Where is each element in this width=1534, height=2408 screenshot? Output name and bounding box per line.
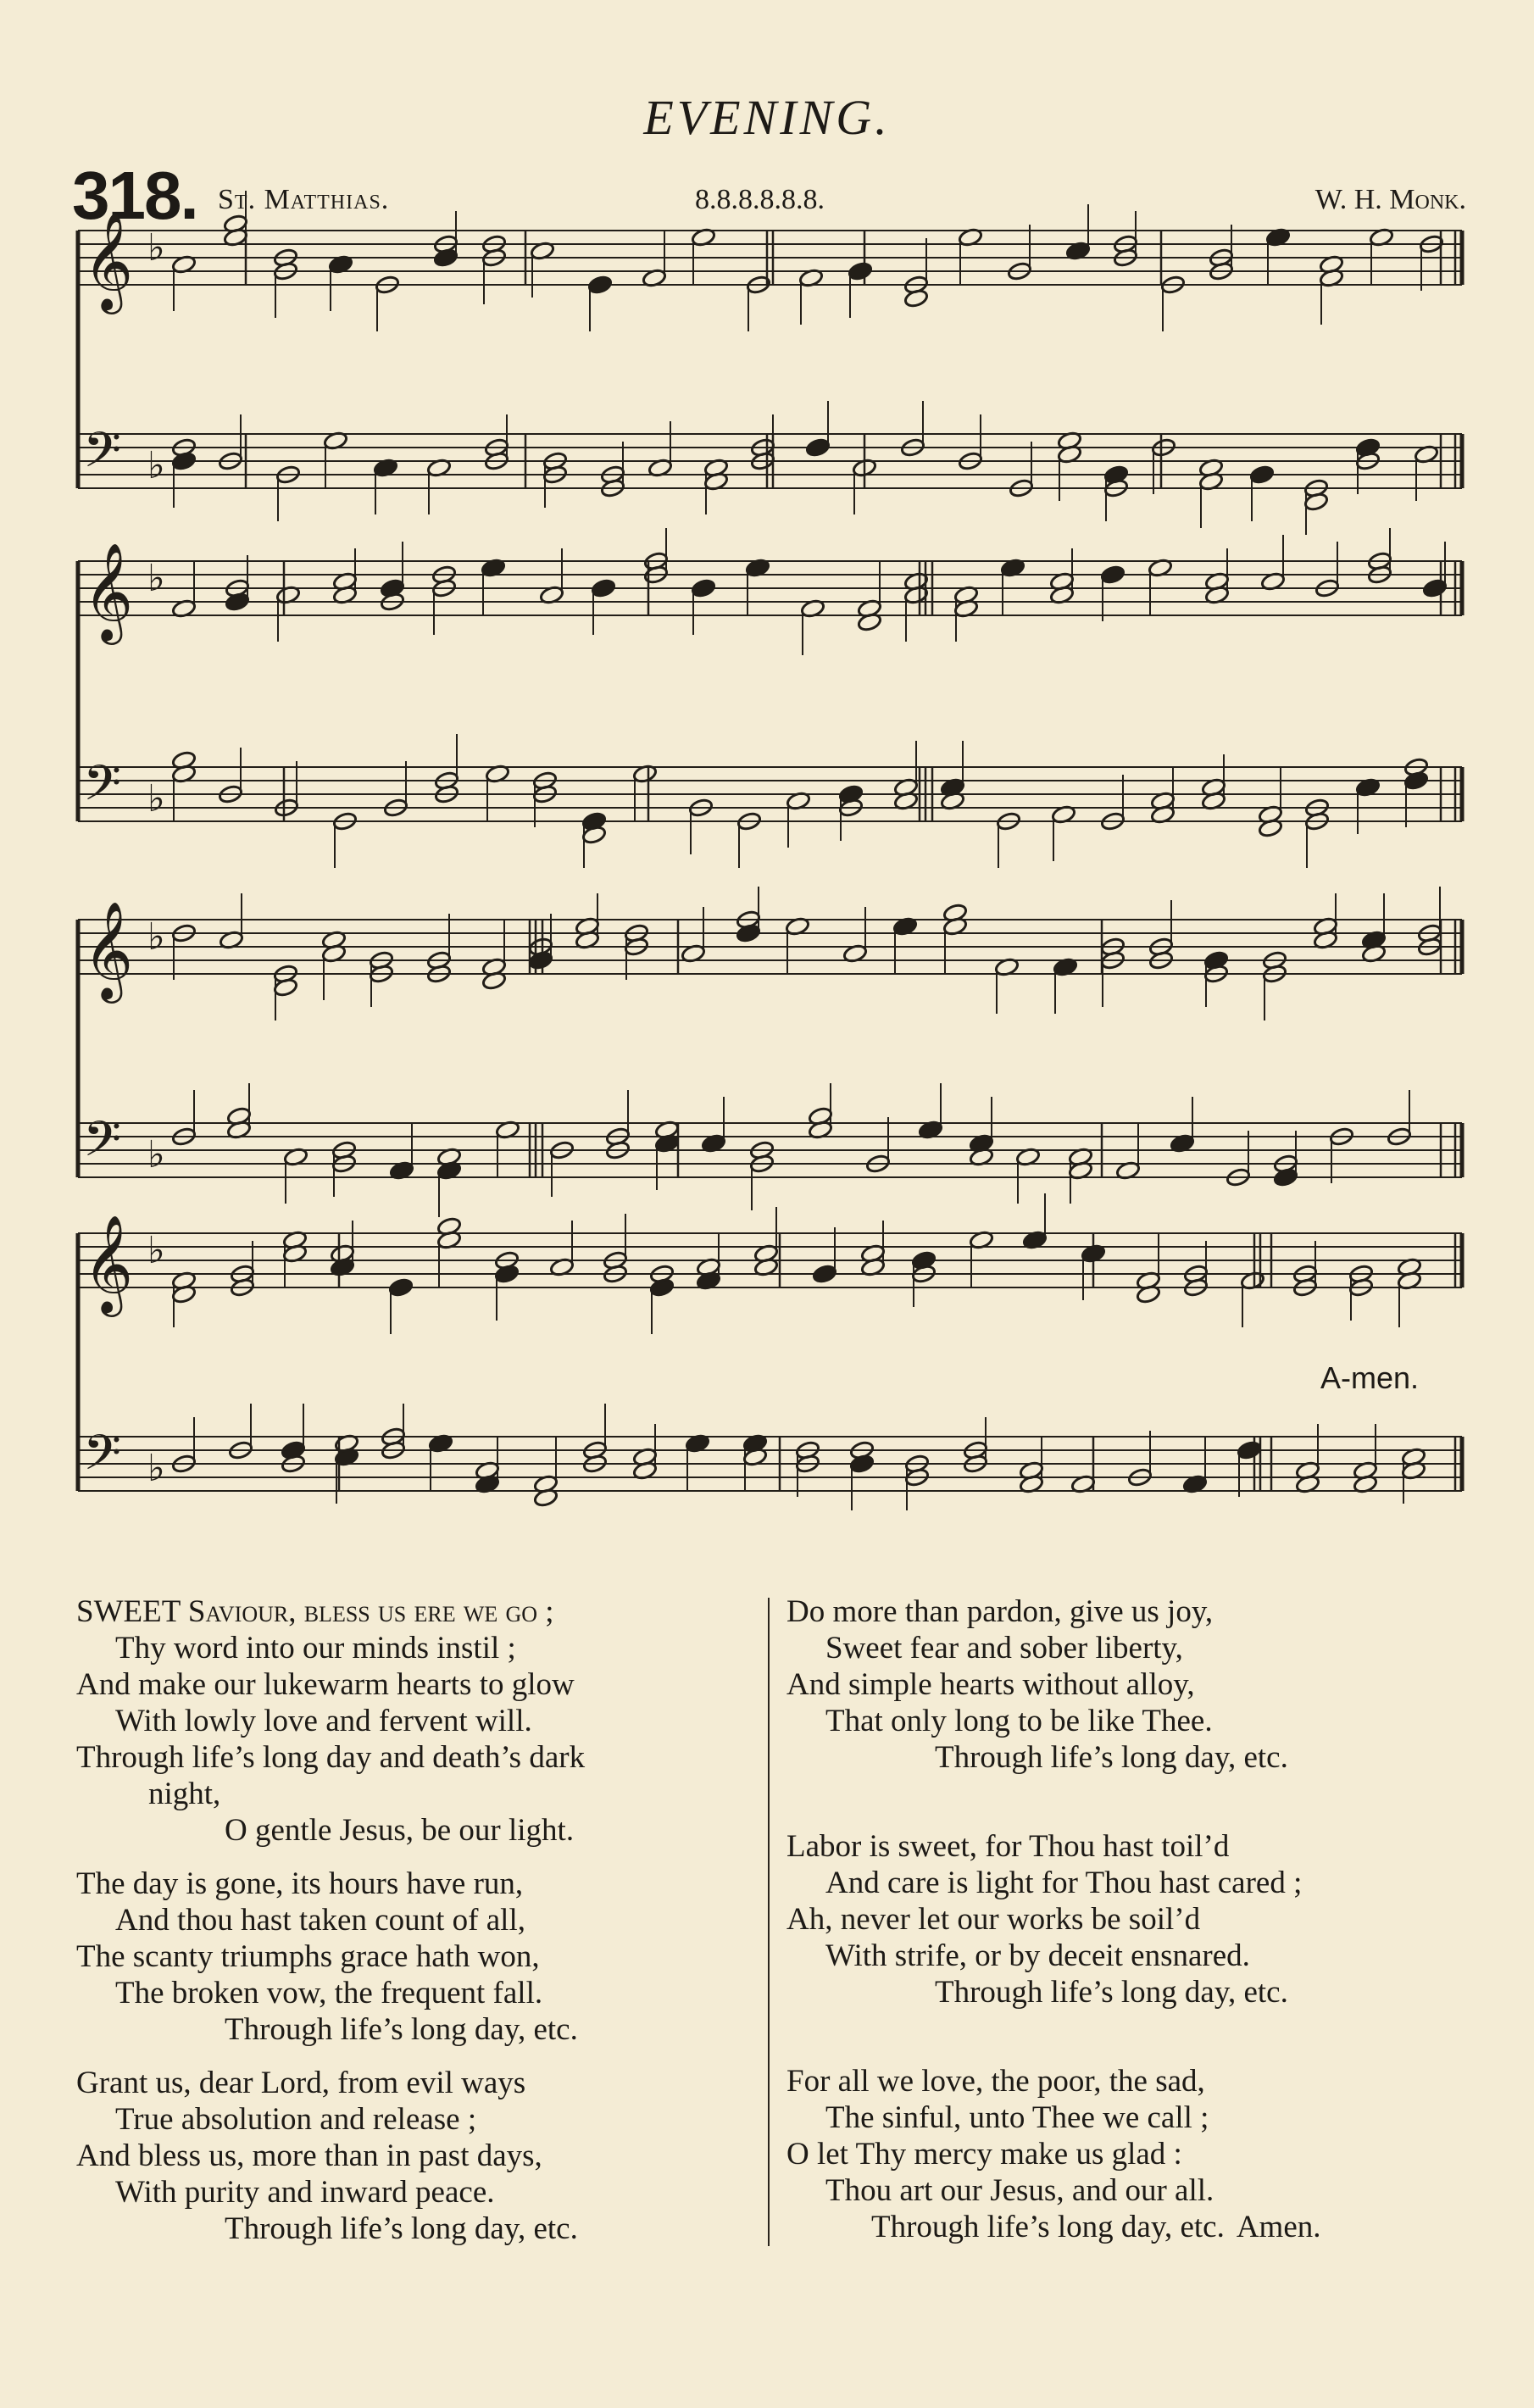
treble-clef-icon: 𝄞	[83, 900, 134, 999]
refrain-line	[786, 2209, 1481, 2245]
amen-label: A-men.	[1320, 1360, 1420, 1395]
verse-line: Labor is sweet, for Thou hast toil’d	[786, 1829, 1230, 1864]
flat-icon: ♭	[147, 777, 165, 820]
verse-6	[786, 2063, 1481, 2245]
verse-line: Thou art our Jesus, and our all.	[825, 2173, 1214, 2208]
verse-line: With purity and inward peace.	[115, 2175, 495, 2210]
note-head	[691, 578, 716, 598]
verse-line: The day is gone, its hours have run,	[76, 1866, 524, 1901]
note-head	[848, 261, 873, 281]
verse-line: Sweet fear and sober liberty,	[825, 1631, 1183, 1666]
note-head	[388, 1277, 414, 1298]
verse-line: That only long to be like Thee.	[825, 1704, 1213, 1738]
bass-clef-icon: 𝄢	[83, 1110, 122, 1180]
verse-line: O let Thy mercy make us glad :	[786, 2137, 1182, 2172]
verse-4	[786, 1593, 1481, 1776]
flat-icon: ♭	[147, 557, 165, 600]
note-head	[805, 437, 831, 458]
hymn-number: 318.	[72, 158, 197, 233]
column-divider	[768, 1598, 770, 2246]
verse-line: True absolution and release ;	[115, 2102, 477, 2137]
verses-right-column	[786, 1593, 1481, 2262]
refrain-line: Through life’s long day, etc.	[225, 2012, 578, 2047]
verse-line: Through life’s long day and death’s dark	[76, 1740, 586, 1775]
flat-icon: ♭	[147, 1133, 165, 1176]
bass-clef-icon: 𝄢	[83, 421, 122, 491]
note-head	[812, 1264, 837, 1284]
refrain-line: Through life’s long day, etc.	[225, 2211, 578, 2246]
refrain-text: Through life’s long day, etc.	[871, 2210, 1225, 2244]
page-title: EVENING.	[643, 90, 891, 145]
verse-line: And bless us, more than in past days,	[76, 2138, 542, 2173]
verse-line: And thou hast taken count of all,	[115, 1903, 525, 1938]
refrain-line: Through life’s long day, etc.	[935, 1975, 1288, 2010]
verses-left-column	[76, 1593, 780, 2264]
verse-line: And simple hearts without alloy,	[786, 1667, 1195, 1702]
treble-clef-icon: 𝄞	[83, 1214, 134, 1313]
verse-line: For all we love, the poor, the sad,	[786, 2064, 1205, 2099]
verse-line: The scanty triumphs grace hath won,	[76, 1939, 540, 1974]
treble-clef-icon: 𝄞	[83, 211, 134, 310]
verse-line: Thy word into our minds instil ;	[115, 1631, 516, 1666]
note-head	[587, 275, 613, 295]
amen-word: Amen.	[1236, 2210, 1321, 2244]
verse-line: And care is light for Thou hast cared ;	[825, 1866, 1303, 1900]
flat-icon: ♭	[147, 1229, 165, 1272]
verse-line: The broken vow, the frequent fall.	[115, 1976, 543, 2010]
verse-line: Ah, never let our works be soil’d	[786, 1902, 1201, 1937]
note-head	[591, 578, 616, 598]
verse-1	[76, 1593, 780, 1849]
verse-line: night,	[148, 1777, 221, 1811]
verse-line	[76, 1593, 780, 1630]
verse-line: And make our lukewarm hearts to glow	[76, 1667, 575, 1702]
verse-line: O gentle Jesus, be our light.	[225, 1813, 575, 1848]
note-head	[1237, 1440, 1262, 1460]
hymn-meter: 8.8.8.8.8.8.	[695, 184, 825, 215]
verse-5	[786, 1828, 1481, 2010]
composer-name: W. H. Monk.	[1314, 184, 1466, 215]
bass-clef-icon: 𝄢	[83, 1424, 122, 1493]
flat-icon: ♭	[147, 226, 165, 270]
flat-icon: ♭	[147, 915, 165, 959]
treble-clef-icon: 𝄞	[83, 542, 134, 641]
note-head	[1422, 578, 1448, 598]
note-head	[1249, 464, 1275, 485]
verse-3	[76, 2065, 780, 2247]
verse-2	[76, 1866, 780, 2048]
verse-line: Grant us, dear Lord, from evil ways	[76, 2066, 526, 2100]
verse-line: Do more than pardon, give us joy,	[786, 1594, 1214, 1629]
verse-line: With strife, or by deceit ensnared.	[825, 1938, 1250, 1973]
bass-clef-icon: 𝄢	[83, 754, 122, 824]
flat-icon: ♭	[147, 444, 165, 487]
note-head	[1100, 564, 1125, 585]
flat-icon: ♭	[147, 1447, 165, 1490]
tune-name: St. Matthias.	[218, 184, 390, 215]
verse-line: The sinful, unto Thee we call ;	[825, 2100, 1209, 2135]
verse-line: With lowly love and fervent will.	[115, 1704, 532, 1738]
verse-1-line-1: SWEET Saviour, bless us ere we go ;	[76, 1594, 554, 1629]
refrain-line: Through life’s long day, etc.	[935, 1740, 1288, 1775]
